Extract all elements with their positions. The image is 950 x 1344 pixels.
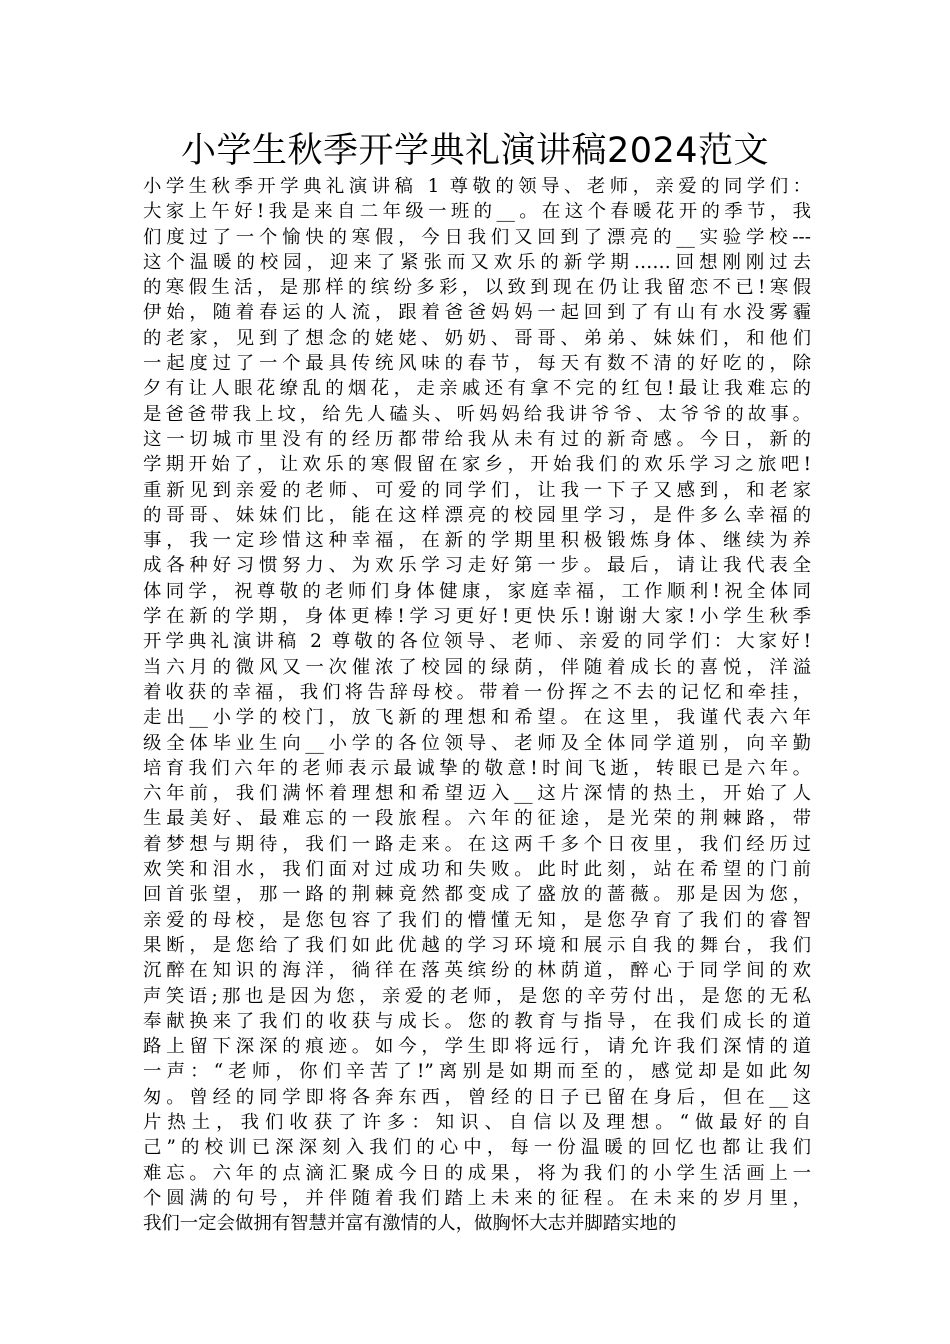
body-text-line: 大家上午好!我是来自二年级一班的__。在这个春暖花开的季节，我 [143, 201, 811, 223]
body-text-line: 一起度过了一个最具传统风味的春节，每天有数不清的好吃的，除 [143, 353, 811, 375]
body-text-line: 个圆满的句号，并伴随着我们踏上未来的征程。在未来的岁月里， [143, 1187, 811, 1209]
body-text-line: 这一切城市里没有的经历都带给我从未有过的新奇感。今日，新的 [143, 428, 811, 450]
body-text-line: 成各种好习惯努力、为欢乐学习走好第一步。最后，请让我代表全 [143, 555, 811, 577]
body-text-line: 走出__小学的校门，放飞新的理想和希望。在这里，我谨代表六年 [143, 707, 811, 729]
body-text-line: 学在新的学期，身体更棒!学习更好!更快乐!谢谢大家!小学生秋季 [143, 606, 811, 628]
body-text-line: 声笑语;那也是因为您，亲爱的老师，是您的辛劳付出，是您的无私 [143, 985, 811, 1007]
body-text-line: 当六月的微风又一次催浓了校园的绿荫，伴随着成长的喜悦，洋溢 [143, 656, 811, 678]
document-body [143, 174, 811, 1236]
body-text-line: 伊始，随着春运的人流，跟着爸爸妈妈一起回到了有山有水没雾霾 [143, 302, 811, 324]
body-text-line: 难忘。六年的点滴汇聚成今日的成果，将为我们的小学生活画上一 [143, 1162, 811, 1184]
body-text-line: 这个温暖的校园，迎来了紧张而又欢乐的新学期……回想刚刚过去 [143, 251, 811, 273]
body-text-line: 己”的校训已深深刻入我们的心中，每一份温暖的回忆也都让我们 [143, 1137, 811, 1159]
body-text-line: 片热土，我们收获了许多：知识、自信以及理想。“做最好的自 [143, 1111, 811, 1133]
body-text-line: 生最美好、最难忘的一段旅程。六年的征途，是光荣的荆棘路，带 [143, 808, 811, 830]
body-text-line: 的老家，见到了想念的姥姥、奶奶、哥哥、弟弟、妹妹们，和他们 [143, 327, 811, 349]
body-text-line: 的寒假生活，是那样的缤纷多彩，以致到现在仍让我留恋不已!寒假 [143, 277, 811, 299]
body-text-line: 着梦想与期待，我们一路走来。在这两千多个日夜里，我们经历过 [143, 833, 811, 855]
body-text-line: 夕有让人眼花缭乱的烟花，走亲戚还有拿不完的红包!最让我难忘的 [143, 378, 811, 400]
body-text-line: 欢笑和泪水，我们面对过成功和失败。此时此刻，站在希望的门前 [143, 859, 811, 881]
body-text-line: 们度过了一个愉快的寒假，今日我们又回到了漂亮的__实验学校--- [143, 226, 811, 248]
body-text-line: 培育我们六年的老师表示最诚挚的敬意!时间飞逝，转眼已是六年。 [143, 757, 811, 779]
body-text-line: 果断，是您给了我们如此优越的学习环境和展示自我的舞台，我们 [143, 934, 811, 956]
body-text-line: 六年前，我们满怀着理想和希望迈入__这片深情的热土，开始了人 [143, 783, 811, 805]
body-text-line: 亲爱的母校，是您包容了我们的懵懂无知，是您孕育了我们的睿智 [143, 909, 811, 931]
body-text-line: 着收获的幸福，我们将告辞母校。带着一份挥之不去的记忆和牵挂， [143, 681, 811, 703]
body-text-line: 路上留下深深的痕迹。如今，学生即将远行，请允许我们深情的道 [143, 1036, 811, 1058]
body-text-line: 小学生秋季开学典礼演讲稿 1 尊敬的领导、老师，亲爱的同学们： [143, 176, 811, 197]
body-text-line: 的哥哥、妹妹们比，能在这样漂亮的校园里学习，是件多么幸福的 [143, 504, 811, 526]
body-text-line: 是爸爸带我上坟，给先人磕头、听妈妈给我讲爷爷、太爷爷的故事。 [143, 403, 811, 425]
body-text-line: 匆。曾经的同学即将各奔东西，曾经的日子已留在身后，但在__这 [143, 1086, 811, 1108]
body-text-line: 体同学，祝尊敬的老师们身体健康，家庭幸福，工作顺利!祝全体同 [143, 580, 811, 602]
body-text-line: 一声：“老师，你们辛苦了!”离别是如期而至的，感觉却是如此匆 [143, 1061, 811, 1083]
body-text-line: 我们一定会做拥有智慧并富有激情的人，做胸怀大志并脚踏实地的 [143, 1213, 677, 1235]
body-text-line: 奉献换来了我们的收获与成长。您的教育与指导，在我们成长的道 [143, 1010, 811, 1032]
body-text-line: 学期开始了，让欢乐的寒假留在家乡，开始我们的欢乐学习之旅吧! [143, 454, 811, 476]
body-text-line: 事，我一定珍惜这种幸福，在新的学期里积极锻炼身体、继续为养 [143, 530, 811, 552]
body-text-line: 级全体毕业生向__小学的各位领导、老师及全体同学道别，向辛勤 [143, 732, 811, 754]
body-text-line: 开学典礼演讲稿 2 尊敬的各位领导、老师、亲爱的同学们：大家好! [143, 631, 811, 653]
document-title: 小学生秋季开学典礼演讲稿2024范文 [180, 131, 770, 171]
body-text-line: 回首张望，那一路的荆棘竟然都变成了盛放的蔷薇。那是因为您， [143, 884, 811, 906]
body-text-line: 重新见到亲爱的老师、可爱的同学们，让我一下子又感到，和老家 [143, 479, 811, 501]
body-text-line: 沉醉在知识的海洋，徜徉在落英缤纷的林荫道，醉心于同学间的欢 [143, 960, 811, 982]
